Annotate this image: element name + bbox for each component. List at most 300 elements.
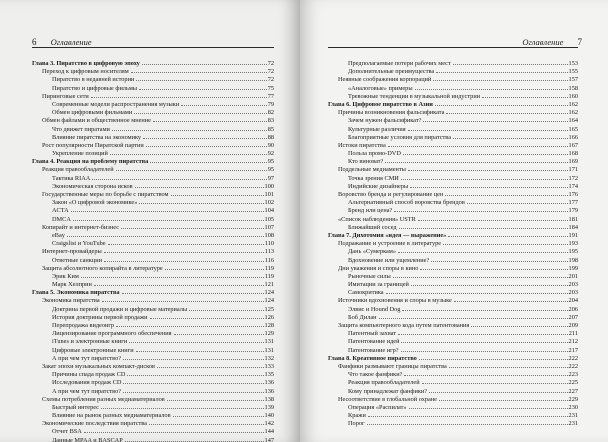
toc-entry xyxy=(32,109,274,117)
toc-entry-page: 102 xyxy=(264,199,274,207)
left-page-header xyxy=(32,37,92,47)
toc-entry-page: 229 xyxy=(568,395,578,403)
left-toc-list xyxy=(32,60,274,442)
toc-dot-leader xyxy=(122,293,264,294)
toc-entry xyxy=(328,150,578,158)
toc-entry-title: Экономика пиратства xyxy=(42,297,100,305)
toc-entry-page: 181 xyxy=(568,215,578,223)
toc-entry xyxy=(328,347,578,355)
toc-entry-title: Точка зрения СМИ xyxy=(348,174,399,182)
toc-entry-page: 132 xyxy=(264,354,274,362)
toc-chapter-entry xyxy=(328,232,578,240)
toc-entry-title: Глава 5. Экономика пиратства xyxy=(32,289,120,297)
toc-entry-page: 231 xyxy=(568,412,578,420)
toc-chapter-entry xyxy=(32,158,274,166)
toc-entry xyxy=(32,281,274,289)
toc-dot-leader xyxy=(123,383,263,384)
right-page xyxy=(300,0,608,442)
toc-entry xyxy=(328,338,578,346)
toc-entry xyxy=(328,379,578,387)
toc-entry-title: Неявные соображения корпораций xyxy=(338,76,432,84)
toc-entry xyxy=(328,207,578,215)
toc-dot-leader xyxy=(449,367,568,368)
toc-entry xyxy=(32,216,274,224)
toc-entry xyxy=(32,330,274,338)
toc-entry xyxy=(32,150,274,158)
toc-entry-title: Исследования продаж CD xyxy=(52,379,122,387)
toc-entry-title: «Аналоговые» примеры xyxy=(348,84,413,92)
toc-dot-leader xyxy=(123,359,264,360)
toc-entry-title: Реакция правообладателей xyxy=(348,379,420,387)
toc-entry-page: 191 xyxy=(568,231,578,239)
toc-dot-leader xyxy=(388,146,568,147)
toc-dot-leader xyxy=(139,203,263,204)
toc-dot-leader xyxy=(73,220,264,221)
right-header-rule xyxy=(328,47,578,48)
toc-entry-page: 172 xyxy=(568,174,578,182)
toc-dot-leader xyxy=(454,301,568,302)
toc-entry xyxy=(32,338,274,346)
toc-entry-title: Вдохновение или ущемление? xyxy=(348,256,430,264)
toc-entry-page: 85 xyxy=(267,125,274,133)
toc-entry xyxy=(328,216,578,224)
toc-entry xyxy=(32,297,274,305)
toc-entry-page: 227 xyxy=(568,387,578,395)
toc-entry xyxy=(328,117,578,125)
toc-dot-leader xyxy=(110,154,267,155)
toc-dot-leader xyxy=(165,269,264,270)
toc-entry-title: ACTA xyxy=(52,207,69,215)
toc-dot-leader xyxy=(453,64,568,65)
toc-entry-title: Тревожные тенденции в музыкальной индустрии xyxy=(348,92,481,100)
toc-entry-title: Источники вдохновения и споры в музыке xyxy=(338,297,452,305)
toc-entry-title: Быстрый интерес xyxy=(52,403,99,411)
toc-entry xyxy=(32,428,274,436)
toc-entry xyxy=(32,412,274,420)
toc-entry-page: 108 xyxy=(264,231,274,239)
toc-entry-page: 79 xyxy=(267,100,274,108)
toc-entry-title: Влияние пиратства на экономику xyxy=(52,133,142,141)
toc-dot-leader xyxy=(123,392,264,393)
toc-dot-leader xyxy=(401,179,568,180)
toc-entry xyxy=(328,306,578,314)
toc-entry-title: Тактика RIAA xyxy=(52,174,91,182)
toc-dot-leader xyxy=(150,162,266,163)
toc-entry-title: Культурные различия xyxy=(348,125,406,133)
toc-dot-leader xyxy=(446,113,567,114)
toc-entry xyxy=(32,306,274,314)
toc-dot-leader xyxy=(411,285,568,286)
toc-entry-page: 209 xyxy=(568,322,578,329)
toc-entry xyxy=(328,142,578,150)
toc-entry xyxy=(328,412,578,420)
right-running-head: Оглавление xyxy=(522,37,564,47)
toc-entry-title: Перепродажа видеоигр xyxy=(52,322,115,329)
toc-dot-leader xyxy=(84,432,264,433)
toc-dot-leader xyxy=(436,72,567,73)
toc-entry xyxy=(32,248,274,256)
toc-entry xyxy=(32,265,274,273)
toc-entry xyxy=(328,199,578,207)
toc-entry-title: Рост популярности Пиратской партии xyxy=(42,141,144,149)
toc-dot-leader xyxy=(429,392,568,393)
toc-entry-page: 75 xyxy=(267,84,274,92)
toc-entry-title: Укрепление позиций xyxy=(52,150,108,158)
toc-dot-leader xyxy=(399,228,568,229)
toc-entry-page: 147 xyxy=(264,436,274,442)
toc-entry xyxy=(328,322,578,330)
toc-entry xyxy=(32,314,274,322)
toc-entry xyxy=(328,404,578,412)
toc-entry xyxy=(32,232,274,240)
toc-entry-page: 72 xyxy=(267,76,274,84)
toc-entry-title: Ответные санкции xyxy=(52,256,102,264)
toc-entry-page: 116 xyxy=(264,256,274,264)
toc-entry-title: Лицензирование программного обеспечения xyxy=(52,330,172,338)
right-toc-list xyxy=(328,60,578,428)
toc-entry xyxy=(32,68,274,76)
toc-entry-page: 119 xyxy=(264,264,274,272)
toc-entry-page: 142 xyxy=(264,420,274,428)
toc-entry-page: 104 xyxy=(264,207,274,215)
toc-entry xyxy=(328,191,578,199)
toc-dot-leader xyxy=(448,236,567,237)
toc-entry-title: Дополнительные преимущества xyxy=(348,68,435,76)
toc-chapter-entry xyxy=(32,289,274,297)
left-header-rule xyxy=(32,47,274,48)
toc-entry-page: 198 xyxy=(568,256,578,264)
left-page xyxy=(0,0,300,442)
toc-dot-leader xyxy=(108,244,264,245)
toc-entry xyxy=(32,142,274,150)
toc-entry xyxy=(328,93,578,101)
toc-entry-page: 203 xyxy=(568,289,578,297)
toc-dot-leader xyxy=(408,170,568,171)
toc-entry-title: Рыночные силы xyxy=(348,272,391,280)
toc-dot-leader xyxy=(112,130,267,131)
toc-dot-leader xyxy=(116,170,267,171)
toc-entry-page: 124 xyxy=(264,289,274,297)
toc-entry-page: 83 xyxy=(267,117,274,125)
toc-entry-title: Боб Дилан xyxy=(348,313,377,321)
toc-entry xyxy=(32,363,274,371)
toc-entry-title: «Список наблюдения» USTR xyxy=(338,215,416,223)
toc-entry xyxy=(328,166,578,174)
toc-entry-title: Цифровые электронные книги xyxy=(52,346,134,354)
toc-dot-leader xyxy=(81,277,264,278)
toc-entry-title: Пиринговые сети xyxy=(42,92,89,100)
toc-entry-page: 128 xyxy=(264,322,274,329)
toc-entry xyxy=(328,330,578,338)
toc-entry-page: 129 xyxy=(264,330,274,338)
toc-entry xyxy=(328,257,578,265)
toc-dot-leader xyxy=(419,359,568,360)
toc-dot-leader xyxy=(101,408,264,409)
toc-entry xyxy=(32,347,274,355)
toc-entry-page: 95 xyxy=(267,158,274,166)
toc-entry xyxy=(32,166,274,174)
toc-entry-title: Обмен цифровыми фильмами xyxy=(52,109,133,117)
toc-dot-leader xyxy=(401,351,568,352)
toc-dot-leader xyxy=(149,424,264,425)
toc-entry xyxy=(328,281,578,289)
toc-entry-title: Бренд или цена? xyxy=(348,207,393,215)
toc-entry-page: 144 xyxy=(264,428,274,436)
toc-entry xyxy=(328,396,578,404)
toc-entry-page: 195 xyxy=(568,248,578,256)
toc-entry-title: Глава 7. Дихотомия «идея — выражение» xyxy=(328,231,447,239)
toc-dot-leader xyxy=(171,195,264,196)
toc-dot-leader xyxy=(402,310,567,311)
toc-entry-page: 162 xyxy=(568,109,578,117)
toc-dot-leader xyxy=(398,252,568,253)
toc-entry-title: Влияние на рынок разных медиаматериалов xyxy=(52,412,171,420)
toc-entry-title: А при чем тут пиратство? xyxy=(52,387,122,395)
toc-entry-title: Интернет-провайдеры xyxy=(42,248,102,256)
toc-entry-page: 231 xyxy=(568,420,578,428)
toc-entry-title: Глава 3. Пиратство в цифровую эпоху xyxy=(32,60,140,67)
toc-entry-page: 169 xyxy=(568,158,578,166)
toc-entry-title: Данные MPAA и BASCAP xyxy=(52,436,123,442)
toc-entry-page: 212 xyxy=(568,338,578,346)
toc-entry-page: 121 xyxy=(264,281,274,289)
toc-dot-leader xyxy=(418,220,568,221)
toc-entry-title: Государственные меры по борьбе с пиратством xyxy=(42,191,169,198)
toc-dot-leader xyxy=(422,383,568,384)
toc-entry xyxy=(32,93,274,101)
toc-entry-title: Марк Хелприн xyxy=(52,281,92,289)
toc-entry-title: Доктрина первой продажи и цифровые материалы xyxy=(52,305,188,313)
toc-dot-leader xyxy=(445,195,567,196)
toc-entry-title: Фанфики размывают границы пиратства xyxy=(338,362,447,370)
toc-entry-title: Защита абсолютного копирайта в литературе xyxy=(42,264,163,272)
toc-entry-title: Дни уважения и споры в кино xyxy=(338,264,419,272)
right-page-number: 7 xyxy=(577,37,582,47)
toc-entry-title: Обмен файлами и общественное мнение xyxy=(42,117,151,125)
toc-dot-leader xyxy=(127,375,263,376)
toc-entry-title: Операция «Распилат» xyxy=(348,403,407,411)
toc-dot-leader xyxy=(415,89,568,90)
toc-entry-page: 119 xyxy=(264,272,274,280)
toc-entry-page: 225 xyxy=(568,379,578,387)
toc-entry-page: 165 xyxy=(568,125,578,133)
toc-dot-leader xyxy=(67,236,264,237)
toc-entry-title: Ближайший сосед xyxy=(348,223,397,231)
toc-entry-title: Отчет BSA xyxy=(52,428,82,436)
toc-entry xyxy=(32,101,274,109)
toc-dot-leader xyxy=(173,416,264,417)
toc-entry xyxy=(328,76,578,84)
toc-entry-page: 193 xyxy=(568,240,578,248)
toc-dot-leader xyxy=(146,146,267,147)
toc-entry-title: Пиратство и цифровые фильмы xyxy=(52,84,138,92)
toc-dot-leader xyxy=(467,203,568,204)
toc-dot-leader xyxy=(142,64,267,65)
toc-entry xyxy=(328,85,578,93)
toc-entry-title: DMCA xyxy=(52,215,71,223)
toc-dot-leader xyxy=(125,441,264,442)
toc-entry xyxy=(32,379,274,387)
toc-entry-title: История доктрины первой продажи xyxy=(52,313,148,321)
toc-entry-page: 138 xyxy=(264,395,274,403)
toc-entry xyxy=(328,289,578,297)
toc-entry xyxy=(32,207,274,215)
toc-entry-title: Истоки пиратства xyxy=(338,141,386,149)
toc-dot-leader xyxy=(104,252,264,253)
toc-entry xyxy=(328,224,578,232)
toc-entry xyxy=(32,371,274,379)
toc-entry-page: 140 xyxy=(264,412,274,420)
toc-dot-leader xyxy=(153,121,267,122)
toc-entry-title: Причины спада продаж CD xyxy=(52,371,126,379)
toc-dot-leader xyxy=(143,138,267,139)
toc-entry-page: 204 xyxy=(568,297,578,305)
toc-entry xyxy=(328,420,578,428)
toc-entry-page: 88 xyxy=(267,133,274,141)
toc-entry xyxy=(32,388,274,396)
toc-entry-page: 72 xyxy=(267,60,274,67)
toc-dot-leader xyxy=(167,400,264,401)
toc-dot-leader xyxy=(410,187,567,188)
toc-dot-leader xyxy=(121,228,264,229)
toc-entry-page: 199 xyxy=(568,264,578,272)
toc-dot-leader xyxy=(385,162,567,163)
toc-entry-page: 124 xyxy=(264,297,274,305)
toc-entry-title: Экономические последствия пиратства xyxy=(42,420,147,428)
toc-entry-page: 92 xyxy=(267,150,274,158)
toc-dot-leader xyxy=(135,187,264,188)
toc-entry-page: 166 xyxy=(568,133,578,141)
toc-entry-title: Имитации за границей xyxy=(348,281,409,289)
toc-entry xyxy=(32,183,274,191)
toc-entry-title: Поддельные медиаменты xyxy=(338,166,406,174)
toc-entry xyxy=(328,265,578,273)
right-page-header xyxy=(522,37,582,47)
toc-entry-page: 206 xyxy=(568,305,578,313)
toc-entry-page: 153 xyxy=(568,60,578,67)
toc-entry xyxy=(328,240,578,248)
toc-entry xyxy=(32,134,274,142)
toc-dot-leader xyxy=(420,269,567,270)
toc-entry-page: 82 xyxy=(267,109,274,117)
toc-dot-leader xyxy=(189,310,263,311)
toc-dot-leader xyxy=(386,293,568,294)
toc-entry-page: 171 xyxy=(568,166,578,174)
toc-entry-page: 179 xyxy=(568,207,578,215)
toc-entry-page: 222 xyxy=(568,362,578,370)
toc-entry-page: 207 xyxy=(568,313,578,321)
toc-entry-title: Глава 6. Цифровое пиратство в Азии xyxy=(328,100,433,108)
toc-dot-leader xyxy=(136,351,264,352)
toc-dot-leader xyxy=(393,277,568,278)
toc-entry xyxy=(32,85,274,93)
toc-entry-title: Закат эпохи музыкальных компакт-дисков xyxy=(42,362,156,370)
toc-dot-leader xyxy=(443,244,567,245)
toc-dot-leader xyxy=(471,326,567,327)
toc-entry-page: 77 xyxy=(267,92,274,100)
toc-dot-leader xyxy=(91,97,267,98)
toc-entry-title: Благоприятные условия для пиратства xyxy=(348,133,451,141)
toc-dot-leader xyxy=(433,80,567,81)
toc-dot-leader xyxy=(431,261,567,262)
toc-entry-title: Защита компьютерного кода путем патентования xyxy=(338,322,470,329)
toc-entry-page: 131 xyxy=(264,346,274,354)
toc-entry-page: 230 xyxy=(568,403,578,411)
toc-entry-page: 223 xyxy=(568,371,578,379)
toc-entry-page: 125 xyxy=(264,305,274,313)
toc-entry-title: Патентный захват xyxy=(348,330,397,338)
toc-entry xyxy=(32,273,274,281)
left-page-number: 6 xyxy=(32,37,37,47)
toc-dot-leader xyxy=(129,342,263,343)
toc-entry xyxy=(328,273,578,281)
toc-entry-title: Что движет пиратами xyxy=(52,125,110,133)
toc-dot-leader xyxy=(403,154,568,155)
toc-entry xyxy=(328,134,578,142)
toc-entry xyxy=(328,371,578,379)
toc-entry-title: Самокритика xyxy=(348,289,384,297)
toc-dot-leader xyxy=(439,400,568,401)
toc-entry-title: Закон «О цифровой экономике» xyxy=(52,199,138,207)
toc-entry xyxy=(328,109,578,117)
toc-entry xyxy=(32,76,274,84)
toc-entry-title: Копирайт и интернет-бизнес xyxy=(42,223,119,231)
toc-entry-title: Альтернативный способ воровства брендов xyxy=(348,199,465,207)
toc-entry xyxy=(32,322,274,330)
toc-dot-leader xyxy=(379,318,568,319)
toc-entry xyxy=(32,199,274,207)
toc-entry-title: Реакция правообладателей xyxy=(42,166,114,174)
toc-entry-title: Зачем нужен фальсификат? xyxy=(348,117,422,125)
toc-dot-leader xyxy=(368,416,568,417)
toc-entry xyxy=(328,363,578,371)
toc-entry-page: 160 xyxy=(568,92,578,100)
toc-chapter-entry xyxy=(328,101,578,109)
toc-dot-leader xyxy=(134,113,266,114)
toc-entry-page: 174 xyxy=(568,182,578,190)
toc-chapter-entry xyxy=(328,355,578,363)
toc-entry-title: Эрик Ким xyxy=(52,272,79,280)
toc-dot-leader xyxy=(94,285,264,286)
toc-entry-page: 97 xyxy=(267,174,274,182)
toc-entry-title: Схемы потребления разных медиаматериалов xyxy=(42,395,165,403)
toc-dot-leader xyxy=(408,130,568,131)
toc-entry-title: Причины возникновения фальсификата xyxy=(338,109,445,117)
toc-entry-page: 222 xyxy=(568,354,578,362)
toc-entry-page: 95 xyxy=(267,166,274,174)
left-running-head: Оглавление xyxy=(50,37,92,47)
toc-dot-leader xyxy=(139,89,267,90)
toc-entry-page: 162 xyxy=(568,100,578,108)
toc-dot-leader xyxy=(92,179,266,180)
toc-entry-title: Кому принадлежат фанфики? xyxy=(348,387,428,395)
toc-dot-leader xyxy=(131,72,267,73)
toc-dot-leader xyxy=(174,334,264,335)
toc-entry-page: 101 xyxy=(264,191,274,198)
toc-entry xyxy=(328,68,578,76)
toc-entry-page: 176 xyxy=(568,191,578,198)
toc-entry-page: 184 xyxy=(568,223,578,231)
toc-dot-leader xyxy=(136,80,266,81)
toc-entry-title: Кражи xyxy=(348,412,366,420)
toc-dot-leader xyxy=(104,261,264,262)
toc-entry-title: А при чем тут пиратство? xyxy=(52,354,122,362)
toc-entry-title: Порог xyxy=(348,420,365,428)
toc-entry-page: 157 xyxy=(568,76,578,84)
toc-entry-title: Патентование игр? xyxy=(348,346,399,354)
toc-dot-leader xyxy=(71,211,264,212)
toc-entry-page: 158 xyxy=(568,84,578,92)
